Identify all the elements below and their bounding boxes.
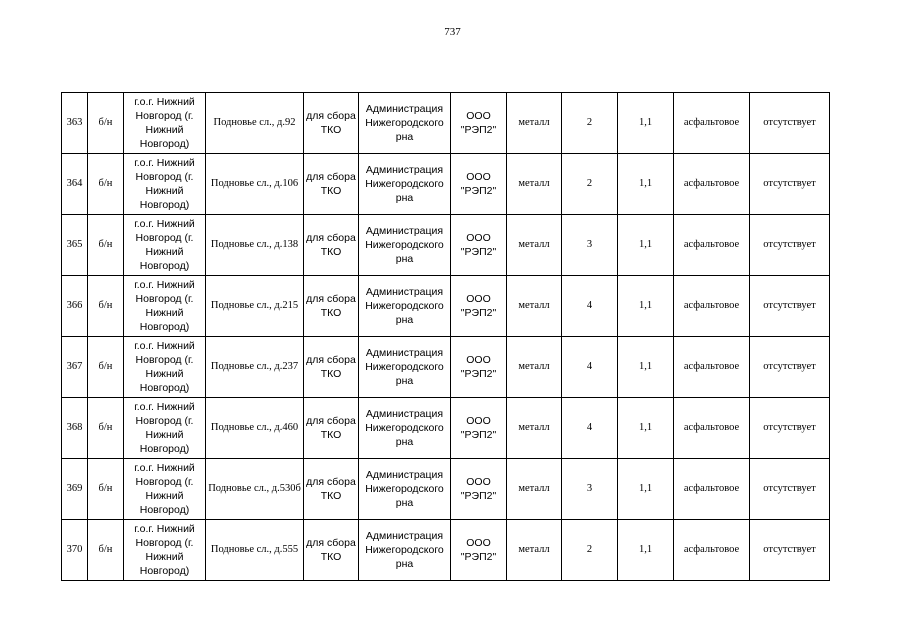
cell-admin: Администрация Нижегородского рна [359,337,451,398]
cell-org: ООО "РЭП2" [451,276,507,337]
cell-address: Подновье сл., д.215 [206,276,304,337]
cell-surface: асфальтовое [674,276,750,337]
cell-org: ООО "РЭП2" [451,93,507,154]
cell-count: 2 [562,154,618,215]
cell-city: г.о.г. Нижний Новгород (г. Нижний Новгород) [124,276,206,337]
cell-admin: Администрация Нижегородского рна [359,276,451,337]
cell-org: ООО "РЭП2" [451,154,507,215]
cell-material: металл [507,459,562,520]
table-row [62,154,830,215]
cell-org: ООО "РЭП2" [451,337,507,398]
registry-table [61,92,830,581]
cell-bn: б/н [88,215,124,276]
cell-volume: 1,1 [618,337,674,398]
cell-fence: отсутствует [750,154,830,215]
table-row [62,276,830,337]
cell-num: 368 [62,398,88,459]
table-row [62,215,830,276]
cell-volume: 1,1 [618,459,674,520]
cell-address: Подновье сл., д.138 [206,215,304,276]
cell-fence: отсутствует [750,459,830,520]
table-row [62,459,830,520]
cell-admin: Администрация Нижегородского рна [359,520,451,581]
cell-bn: б/н [88,154,124,215]
cell-fence: отсутствует [750,276,830,337]
cell-num: 363 [62,93,88,154]
cell-purpose: для сбора ТКО [304,337,359,398]
cell-address: Подновье сл., д.530б [206,459,304,520]
cell-city: г.о.г. Нижний Новгород (г. Нижний Новгород) [124,520,206,581]
cell-purpose: для сбора ТКО [304,154,359,215]
cell-material: металл [507,154,562,215]
cell-volume: 1,1 [618,154,674,215]
cell-admin: Администрация Нижегородского рна [359,215,451,276]
cell-admin: Администрация Нижегородского рна [359,398,451,459]
cell-city: г.о.г. Нижний Новгород (г. Нижний Новгород) [124,337,206,398]
cell-bn: б/н [88,520,124,581]
cell-surface: асфальтовое [674,520,750,581]
cell-num: 369 [62,459,88,520]
cell-count: 3 [562,215,618,276]
page-number: 737 [444,26,461,38]
cell-surface: асфальтовое [674,93,750,154]
cell-num: 364 [62,154,88,215]
cell-count: 4 [562,337,618,398]
table-row [62,398,830,459]
cell-volume: 1,1 [618,215,674,276]
table-row [62,520,830,581]
cell-org: ООО "РЭП2" [451,459,507,520]
cell-purpose: для сбора ТКО [304,276,359,337]
cell-purpose: для сбора ТКО [304,93,359,154]
cell-bn: б/н [88,459,124,520]
cell-volume: 1,1 [618,93,674,154]
cell-num: 370 [62,520,88,581]
cell-material: металл [507,215,562,276]
cell-org: ООО "РЭП2" [451,520,507,581]
cell-material: металл [507,520,562,581]
cell-org: ООО "РЭП2" [451,398,507,459]
cell-volume: 1,1 [618,398,674,459]
cell-surface: асфальтовое [674,459,750,520]
cell-count: 3 [562,459,618,520]
cell-org: ООО "РЭП2" [451,215,507,276]
cell-count: 2 [562,93,618,154]
cell-volume: 1,1 [618,520,674,581]
cell-bn: б/н [88,337,124,398]
cell-surface: асфальтовое [674,337,750,398]
cell-admin: Администрация Нижегородского рна [359,93,451,154]
cell-admin: Администрация Нижегородского рна [359,459,451,520]
cell-bn: б/н [88,93,124,154]
cell-fence: отсутствует [750,215,830,276]
cell-surface: асфальтовое [674,215,750,276]
cell-address: Подновье сл., д.555 [206,520,304,581]
cell-fence: отсутствует [750,337,830,398]
cell-city: г.о.г. Нижний Новгород (г. Нижний Новгород) [124,398,206,459]
cell-bn: б/н [88,398,124,459]
cell-bn: б/н [88,276,124,337]
cell-purpose: для сбора ТКО [304,398,359,459]
table-row [62,337,830,398]
cell-fence: отсутствует [750,520,830,581]
cell-address: Подновье сл., д.460 [206,398,304,459]
cell-address: Подновье сл., д.237 [206,337,304,398]
cell-city: г.о.г. Нижний Новгород (г. Нижний Новгород) [124,93,206,154]
cell-material: металл [507,337,562,398]
cell-num: 367 [62,337,88,398]
cell-address: Подновье сл., д.106 [206,154,304,215]
cell-count: 2 [562,520,618,581]
cell-num: 366 [62,276,88,337]
cell-purpose: для сбора ТКО [304,520,359,581]
cell-material: металл [507,398,562,459]
cell-city: г.о.г. Нижний Новгород (г. Нижний Новгород) [124,459,206,520]
cell-count: 4 [562,398,618,459]
cell-count: 4 [562,276,618,337]
registry-body [62,93,830,581]
cell-fence: отсутствует [750,398,830,459]
cell-fence: отсутствует [750,93,830,154]
cell-city: г.о.г. Нижний Новгород (г. Нижний Новгород) [124,154,206,215]
cell-surface: асфальтовое [674,398,750,459]
cell-admin: Администрация Нижегородского рна [359,154,451,215]
cell-material: металл [507,93,562,154]
cell-purpose: для сбора ТКО [304,215,359,276]
cell-city: г.о.г. Нижний Новгород (г. Нижний Новгород) [124,215,206,276]
cell-volume: 1,1 [618,276,674,337]
cell-num: 365 [62,215,88,276]
cell-material: металл [507,276,562,337]
table-row [62,93,830,154]
cell-address: Подновье сл., д.92 [206,93,304,154]
cell-purpose: для сбора ТКО [304,459,359,520]
cell-surface: асфальтовое [674,154,750,215]
